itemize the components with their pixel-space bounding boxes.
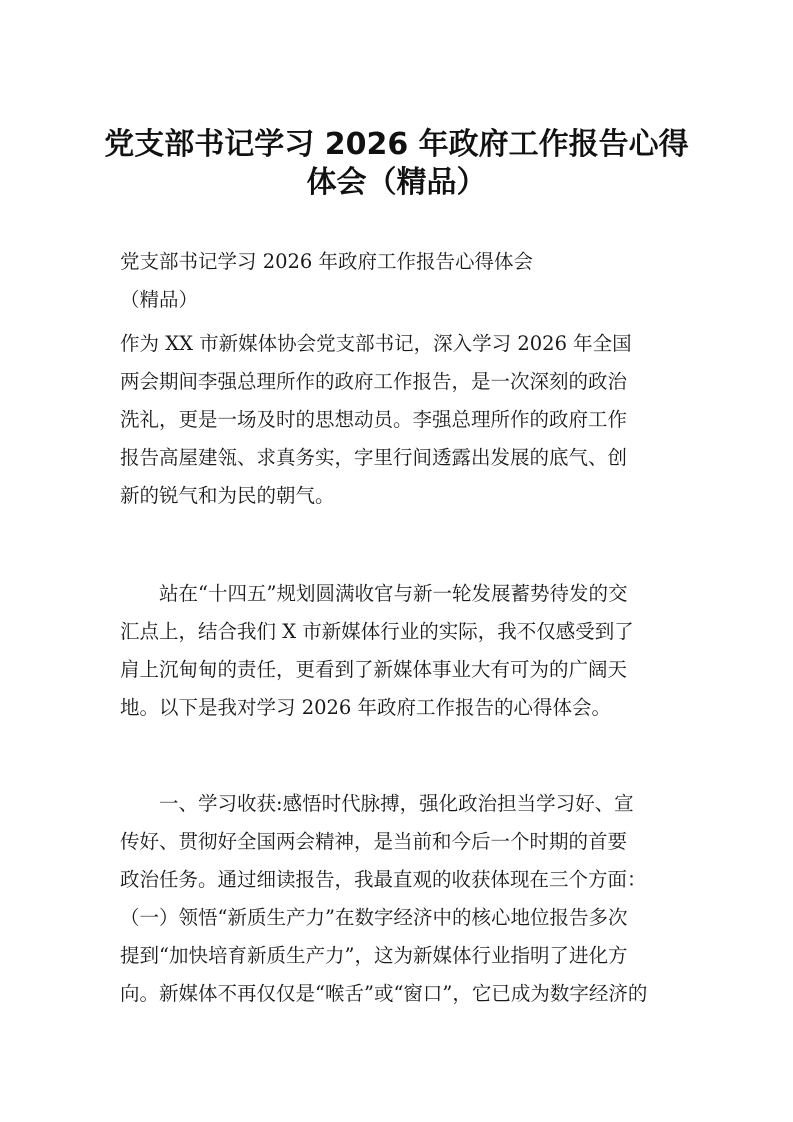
paragraph-line: 提到“加快培育新质生产力”，这为新媒体行业指明了进化方 — [120, 944, 628, 967]
title-line: 党支部书记学习 2026 年政府工作报告心得 — [104, 127, 689, 162]
paragraph-line: 肩上沉甸甸的责任，更看到了新媒体事业大有可为的广阔天 — [120, 658, 628, 681]
paragraph-1 — [120, 325, 680, 515]
paragraph-line: 报告高屋建瓴、求真务实，字里行间透露出发展的底气、创 — [120, 446, 628, 469]
paragraph-line: 两会期间李强总理所作的政府工作报告，是一次深刻的政治 — [120, 370, 628, 393]
paragraph-line: 向。新媒体不再仅仅是“喉舌”或“窗口”，它已成为数字经济的 — [120, 982, 648, 1005]
paragraph-line: 新的锐气和为民的朝气。 — [120, 484, 335, 507]
paragraph-line: （一）领悟“新质生产力”在数字经济中的核心地位报告多次 — [120, 906, 628, 929]
paragraph-2 — [120, 575, 680, 727]
paragraph-line: 传好、贯彻好全国两会精神，是当前和今后一个时期的首要 — [120, 830, 628, 853]
subtitle — [120, 243, 680, 319]
paragraph-line: 站在“十四五”规划圆满收官与新一轮发展蓄势待发的交 — [120, 582, 628, 605]
paragraph-line: 一、学习收获:感悟时代脉搏，强化政治担当学习好、宣 — [120, 792, 634, 815]
subtitle-line: 党支部书记学习 2026 年政府工作报告心得体会 — [120, 250, 534, 273]
paragraph-line: 汇点上，结合我们 X 市新媒体行业的实际，我不仅感受到了 — [120, 620, 634, 643]
subtitle-line: （精品） — [120, 288, 199, 311]
paragraph-3 — [120, 785, 680, 1013]
document-title — [100, 118, 693, 200]
paragraph-line: 政治任务。通过细读报告，我最直观的收获体现在三个方面： — [120, 868, 647, 891]
paragraph-line: 地。以下是我对学习 2026 年政府工作报告的心得体会。 — [120, 696, 612, 719]
title-line: 体会（精品） — [306, 165, 487, 200]
paragraph-line: 洗礼，更是一场及时的思想动员。李强总理所作的政府工作 — [120, 408, 628, 431]
paragraph-line: 作为 XX 市新媒体协会党支部书记，深入学习 2026 年全国 — [120, 332, 632, 355]
